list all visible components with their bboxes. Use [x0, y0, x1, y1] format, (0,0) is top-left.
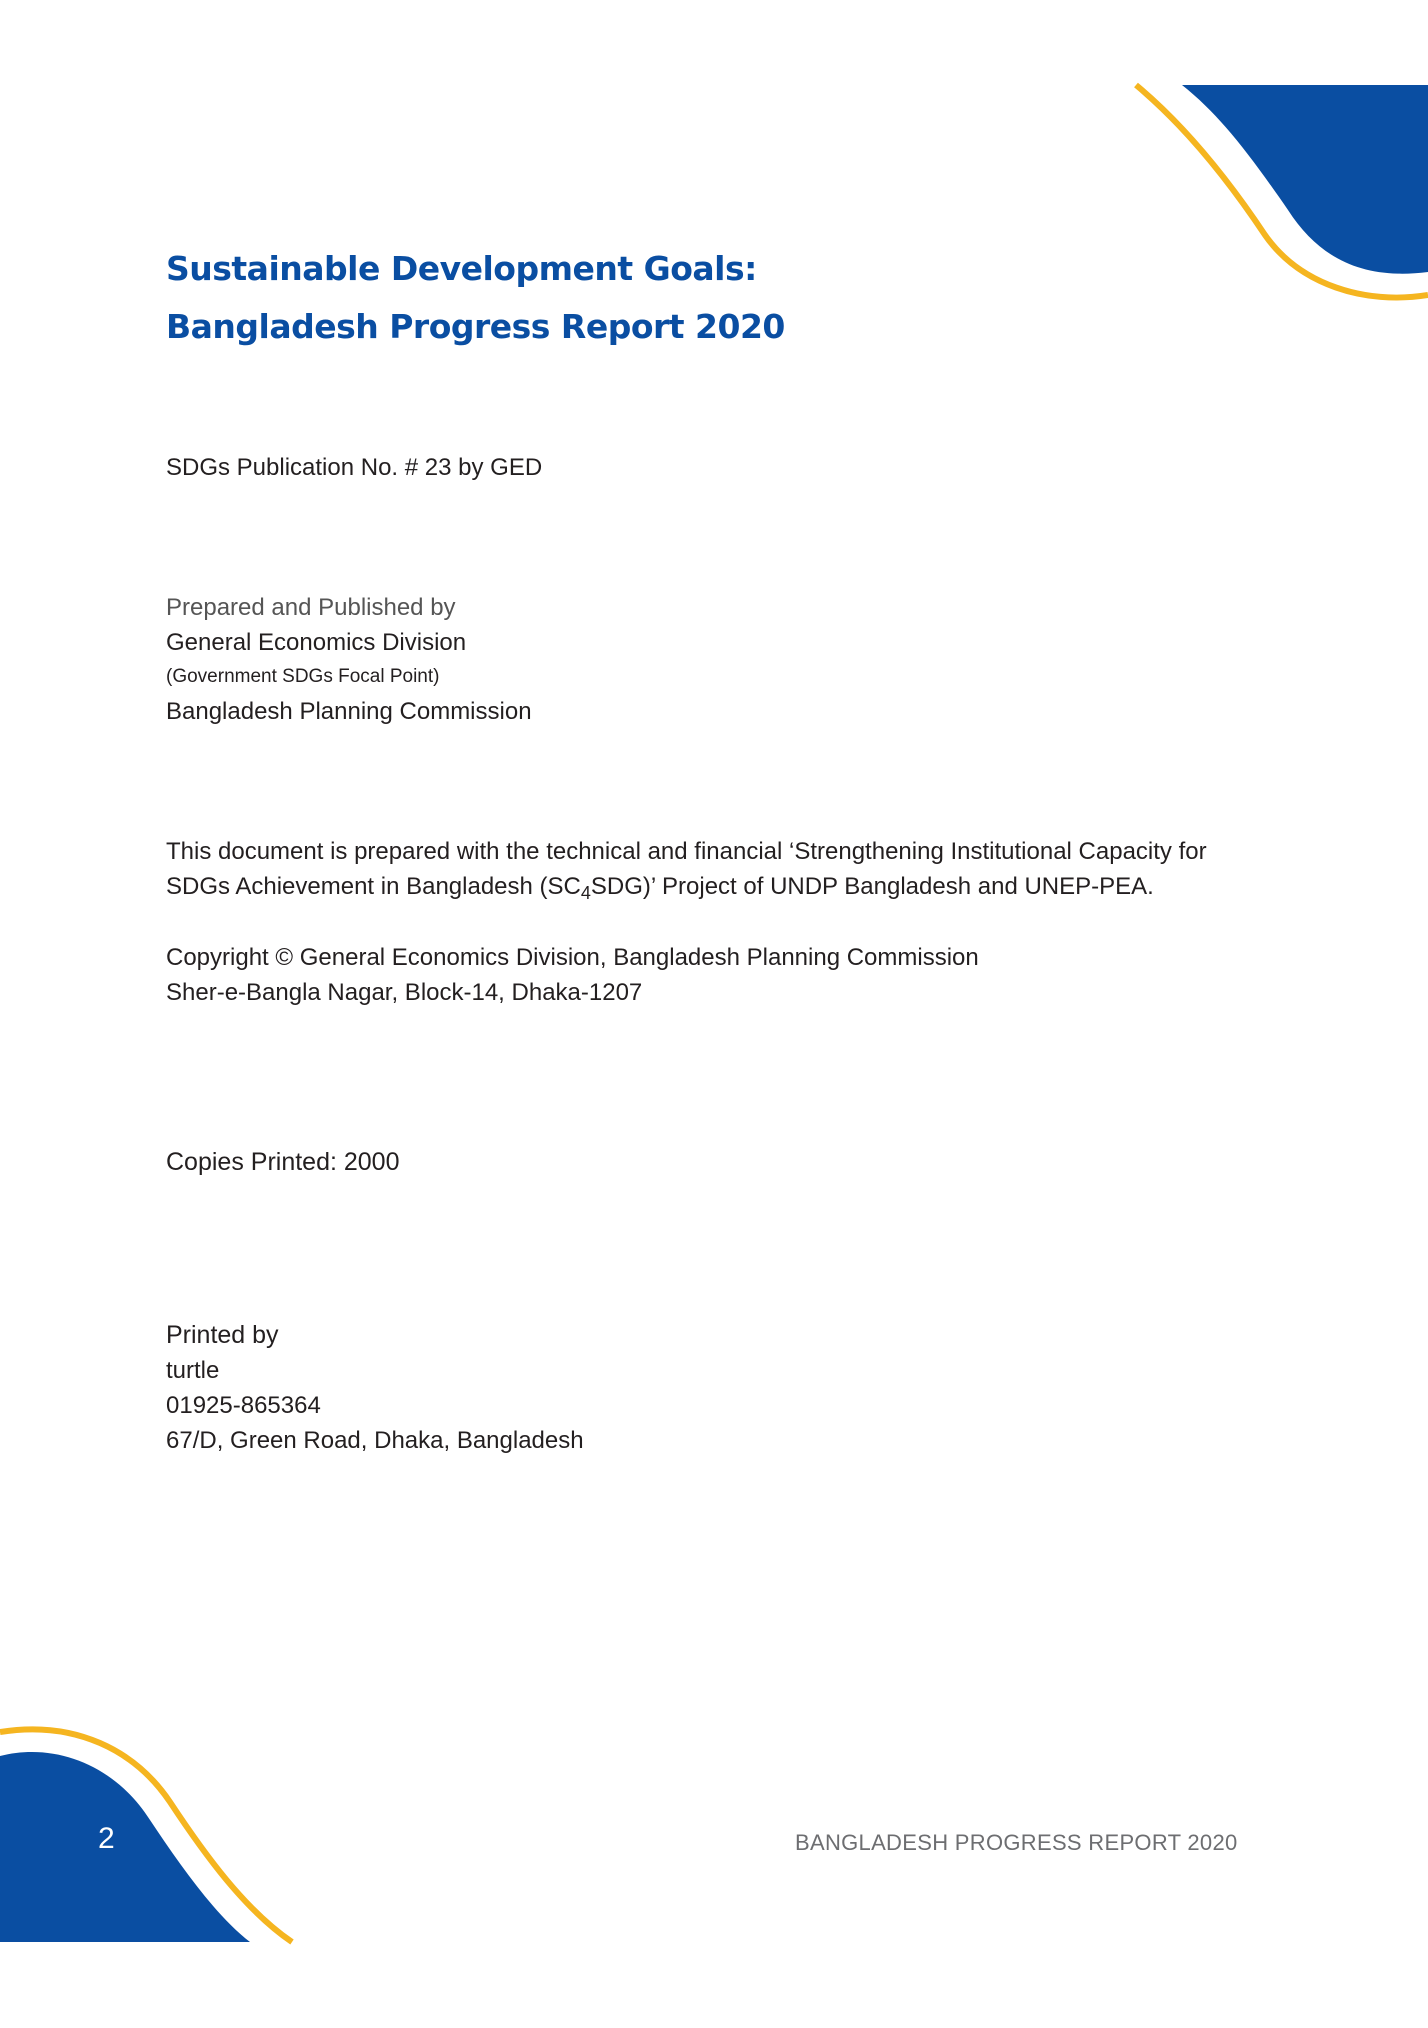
- corner-blue-shape: [0, 1752, 250, 1942]
- prepared-by-section: [166, 590, 532, 729]
- prepared-heading: Prepared and Published by: [166, 594, 456, 621]
- printer-address: 67/D, Green Road, Dhaka, Bangladesh: [166, 1427, 584, 1454]
- prepared-org: General Economics Division: [166, 629, 467, 656]
- description-line-2-start: SDGs Achievement in Bangladesh (SC: [166, 873, 581, 900]
- description-section: [166, 834, 1207, 911]
- page-number: 2: [98, 1822, 115, 1855]
- publication-number: SDGs Publication No. # 23 by GED: [166, 454, 543, 481]
- title-line-2: Bangladesh Progress Report 2020: [166, 307, 785, 346]
- copyright-address: Sher-e-Bangla Nagar, Block-14, Dhaka-1207: [166, 979, 643, 1006]
- top-corner-decoration: [1120, 80, 1428, 310]
- prepared-focal-point: (Government SDGs Focal Point): [166, 666, 440, 687]
- description-subscript: 4: [580, 883, 591, 903]
- prepared-commission: Bangladesh Planning Commission: [166, 698, 532, 725]
- report-title: [166, 240, 785, 356]
- corner-blue-shape: [1182, 85, 1428, 274]
- printed-by-heading: Printed by: [166, 1321, 279, 1349]
- copyright-line-1: Copyright © General Economics Division, Bangladesh Planning Commission: [166, 944, 979, 971]
- title-line-1: Sustainable Development Goals:: [166, 249, 757, 288]
- footer-report-title: BANGLADESH PROGRESS REPORT 2020: [795, 1830, 1238, 1855]
- description-line-2-end: SDG)’ Project of UNDP Bangladesh and UNEP-PEA.: [590, 873, 1154, 900]
- bottom-corner-decoration: [0, 1720, 300, 1946]
- printer-phone: 01925-865364: [166, 1392, 321, 1419]
- description-line-1: This document is prepared with the technical and financial ‘Strengthening Institutional Capacity for: [166, 838, 1207, 865]
- copyright-section: [166, 940, 979, 1010]
- copies-printed: Copies Printed: 2000: [166, 1148, 400, 1176]
- printer-name: turtle: [166, 1357, 220, 1384]
- printed-by-section: [166, 1318, 584, 1458]
- description-line-2: [166, 869, 1207, 911]
